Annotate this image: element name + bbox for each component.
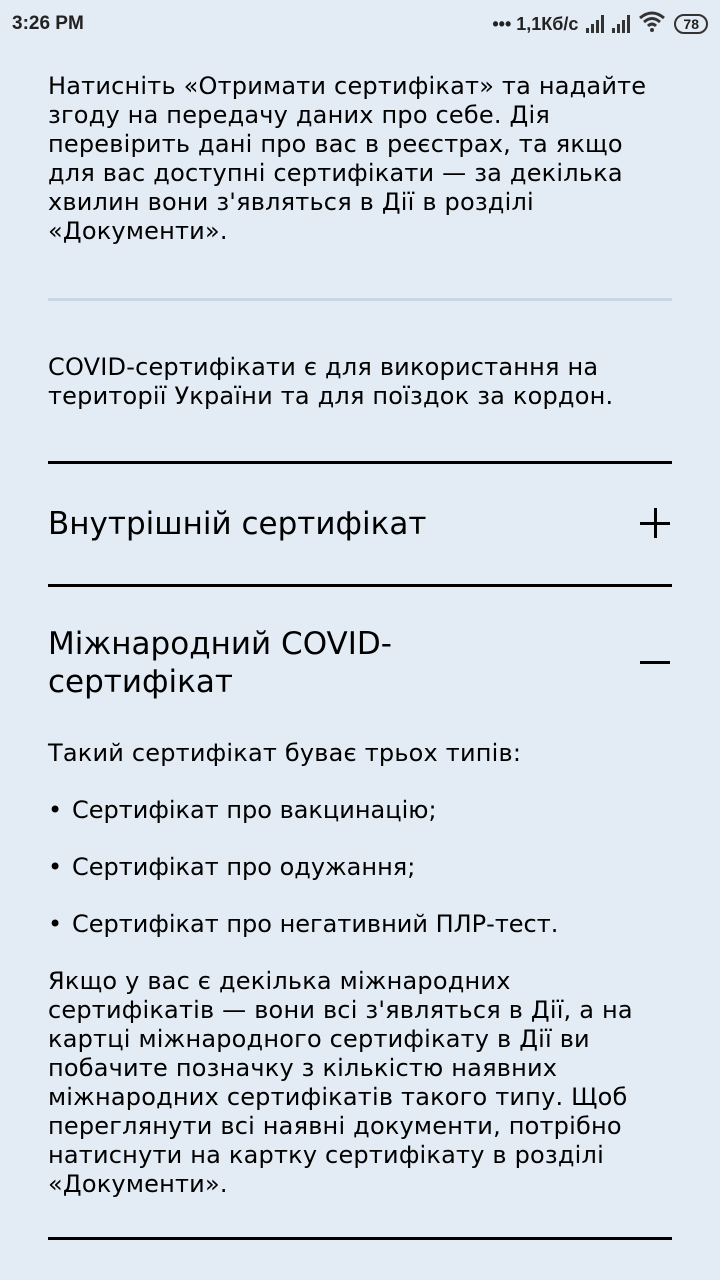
list-item-text: Сертифікат про негативний ПЛР-тест. [72,910,559,938]
minus-icon[interactable] [640,647,672,679]
status-bar [0,0,720,48]
list-item-text: Сертифікат про вакцинацію; [72,796,437,824]
wifi-icon [638,10,666,38]
bullet: • [48,796,63,824]
status-time: 3:26 PM [12,13,84,34]
main-content [48,72,672,1240]
accordion-international-title: Міжнародний COVID-сертифікат [48,626,392,700]
bullet: • [48,853,63,881]
accordion-domestic[interactable] [48,464,672,584]
divider [48,298,672,301]
bullet: • [48,910,63,938]
battery-icon: 78 [674,14,708,34]
accordion-international[interactable] [48,625,672,701]
types-intro: Такий сертифікат буває трьох типів: [48,739,522,767]
list-item [48,796,672,825]
signal-icon-2 [612,15,630,33]
signal-icon [586,15,604,33]
network-speed: ••• 1,1Кб/c [492,13,579,34]
accordion-domestic-title: Внутрішній сертифікат [48,506,427,542]
list-item-text: Сертифікат про одужання; [72,853,416,881]
divider [48,584,672,587]
list-item [48,853,672,882]
covid-usage-text: COVID-сертифікати є для використання на території України та для поїздок за кордон. [48,353,614,410]
plus-icon[interactable] [640,508,672,540]
status-icons [492,10,708,38]
intro-text: Натисніть «Отримати сертифікат» та надайте згоду на передачу даних про себе. Дія перевірить дані про вас в реєстрах, та якщо для вас доступні сертифікати — за декілька хвилин вони з'являться в Дії в розділі «Документи». [48,72,647,245]
list-item [48,910,672,939]
divider [48,1237,672,1240]
multiple-certificates-text: Якщо у вас є декілька міжнародних сертифікатів — вони всі з'являться в Дії, а на картці міжнародного сертифікату в Дії ви побачите позначку з кількістю наявних міжнародних сертифікатів такого типу. Щоб переглянути всі наявні документи, потрібно натиснути на картку сертифікату в розділі «Документи». [48,967,633,1198]
